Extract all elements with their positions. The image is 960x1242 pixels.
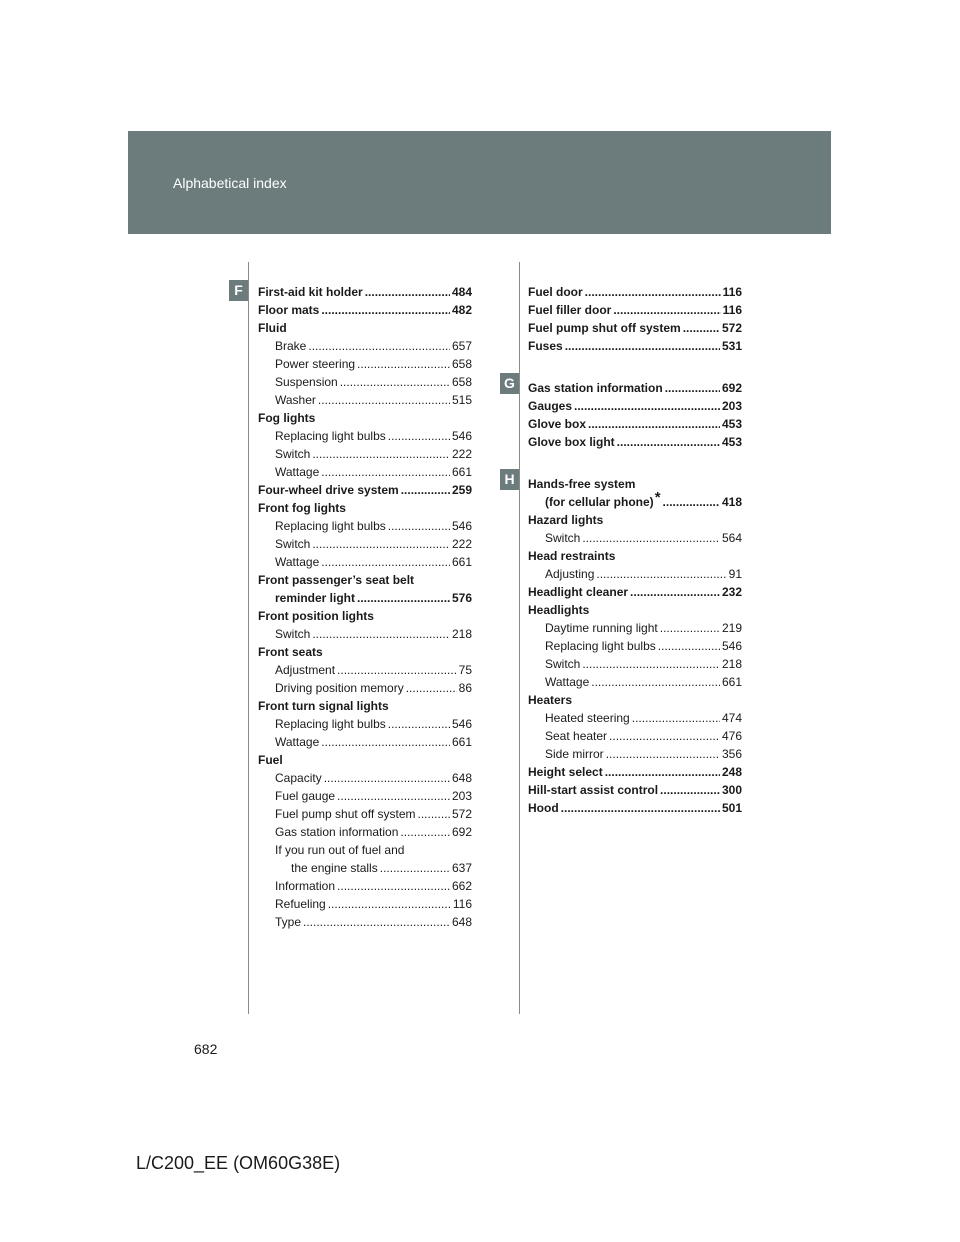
- entry-term: (for cellular phone): [545, 495, 654, 509]
- index-entry: [258, 733, 472, 751]
- dot-leader: [340, 373, 450, 391]
- dot-leader: [357, 589, 450, 607]
- dot-leader: [365, 283, 450, 301]
- entry-page-number: 203: [451, 789, 472, 803]
- index-entry: [528, 319, 742, 337]
- entry-page-number: 86: [458, 681, 472, 695]
- dot-leader: [321, 301, 450, 319]
- dot-leader: [585, 283, 721, 301]
- entry-term: Brake: [275, 339, 307, 353]
- index-entry: [258, 283, 472, 301]
- index-entry: [528, 763, 742, 781]
- index-heading: Front fog lights: [258, 501, 346, 515]
- index-entry: [528, 583, 742, 601]
- index-heading: Front seats: [258, 645, 323, 659]
- index-entry: [258, 553, 472, 571]
- entry-page-number: 546: [451, 429, 472, 443]
- index-heading: Head restraints: [528, 549, 616, 563]
- entry-term: Headlight cleaner: [528, 585, 629, 599]
- index-entry: [528, 283, 742, 301]
- index-entry: [258, 679, 472, 697]
- index-entry: [528, 781, 742, 799]
- dot-leader: [388, 715, 450, 733]
- entry-page-number: 203: [721, 399, 742, 413]
- letter-tab-f: F: [229, 280, 248, 301]
- dot-leader: [337, 787, 450, 805]
- section-spacer: [528, 355, 742, 379]
- entry-page-number: 356: [721, 747, 742, 761]
- index-heading: Hands-free system: [528, 477, 636, 491]
- entry-term: Wattage: [545, 675, 590, 689]
- entry-page-number: 658: [451, 357, 472, 371]
- dot-leader: [380, 859, 450, 877]
- entry-term: Gauges: [528, 399, 573, 413]
- entry-term: Glove box light: [528, 435, 615, 449]
- entry-page-number: 116: [452, 897, 472, 911]
- index-entry: [258, 355, 472, 373]
- entry-term: First-aid kit holder: [258, 285, 363, 299]
- entry-page-number: 572: [721, 321, 742, 335]
- entry-page-number: 661: [451, 465, 472, 479]
- dot-leader: [308, 337, 450, 355]
- dot-leader: [418, 805, 450, 823]
- dot-leader: [318, 391, 450, 409]
- entry-term: Capacity: [275, 771, 322, 785]
- entry-page-number: 661: [451, 735, 472, 749]
- dot-leader: [613, 301, 720, 319]
- index-entry: [528, 397, 742, 415]
- dot-leader: [630, 583, 720, 601]
- entry-term: Seat heater: [545, 729, 608, 743]
- entry-term: Floor mats: [258, 303, 320, 317]
- index-entry: [528, 637, 742, 655]
- dot-leader: [663, 493, 720, 511]
- index-entry: [528, 709, 742, 727]
- entry-page-number: 476: [721, 729, 742, 743]
- index-heading: Heaters: [528, 693, 573, 707]
- dot-leader: [596, 565, 726, 583]
- entry-term: Fuel door: [528, 285, 583, 299]
- index-entry: [258, 661, 472, 679]
- index-entry: [258, 535, 472, 553]
- index-column-right: [528, 283, 742, 817]
- index-list-f: [258, 283, 472, 931]
- entry-page-number: 218: [451, 627, 472, 641]
- index-heading: Front turn signal lights: [258, 699, 389, 713]
- entry-term: Refueling: [275, 897, 326, 911]
- dot-leader: [312, 445, 450, 463]
- index-entry: [528, 565, 742, 583]
- entry-term: Hood: [528, 801, 559, 815]
- dot-leader: [357, 355, 450, 373]
- dot-leader: [388, 427, 450, 445]
- entry-page-number: 474: [721, 711, 742, 725]
- dot-leader: [324, 769, 450, 787]
- index-heading: If you run out of fuel and: [275, 843, 405, 857]
- entry-page-number: 661: [721, 675, 742, 689]
- index-entry: [528, 727, 742, 745]
- entry-term: Adjustment: [275, 663, 336, 677]
- dot-leader: [606, 745, 720, 763]
- dot-leader: [337, 661, 457, 679]
- entry-page-number: 116: [722, 285, 742, 299]
- entry-term: Washer: [275, 393, 316, 407]
- entry-term: Glove box: [528, 417, 587, 431]
- page-number: 682: [194, 1041, 218, 1057]
- entry-page-number: 692: [451, 825, 472, 839]
- index-entry: [528, 673, 742, 691]
- entry-term: Replacing light bulbs: [545, 639, 656, 653]
- entry-page-number: 259: [451, 483, 472, 497]
- entry-page-number: 661: [451, 555, 472, 569]
- index-entry: [528, 799, 742, 817]
- index-heading: Front position lights: [258, 609, 374, 623]
- entry-term: Fuel pump shut off system: [275, 807, 416, 821]
- index-entry: [258, 787, 472, 805]
- entry-page-number: 531: [721, 339, 742, 353]
- dot-leader: [303, 913, 450, 931]
- dot-leader: [574, 397, 720, 415]
- entry-page-number: 657: [451, 339, 472, 353]
- entry-page-number: 501: [721, 801, 742, 815]
- index-entry: [528, 489, 742, 511]
- index-entry: [258, 517, 472, 535]
- entry-term: Replacing light bulbs: [275, 429, 386, 443]
- entry-term: Switch: [275, 627, 311, 641]
- entry-term: Four-wheel drive system: [258, 483, 399, 497]
- dot-leader: [321, 733, 450, 751]
- entry-term: Wattage: [275, 735, 320, 749]
- entry-term: Switch: [545, 657, 581, 671]
- entry-page-number: 222: [451, 447, 472, 461]
- entry-page-number: 232: [721, 585, 742, 599]
- entry-term: Fuel filler door: [528, 303, 612, 317]
- dot-leader: [658, 637, 720, 655]
- letter-tab-h: H: [500, 469, 519, 490]
- entry-term: Fuses: [528, 339, 563, 353]
- entry-page-number: 219: [721, 621, 742, 635]
- dot-leader: [582, 655, 720, 673]
- entry-page-number: 692: [721, 381, 742, 395]
- index-entry: [258, 427, 472, 445]
- footnote-asterisk: *: [654, 489, 661, 506]
- entry-page-number: 564: [721, 531, 742, 545]
- index-entry: [258, 373, 472, 391]
- index-heading: Hazard lights: [528, 513, 604, 527]
- dot-leader: [582, 529, 720, 547]
- dot-leader: [632, 709, 720, 727]
- entry-page-number: 453: [721, 435, 742, 449]
- dot-leader: [609, 727, 720, 745]
- entry-page-number: 648: [451, 915, 472, 929]
- index-entry: [258, 301, 472, 319]
- entry-term: Fuel pump shut off system: [528, 321, 681, 335]
- index-entry: [258, 895, 472, 913]
- entry-page-number: 248: [721, 765, 742, 779]
- index-entry: [258, 589, 472, 607]
- index-entry: [258, 625, 472, 643]
- entry-page-number: 662: [451, 879, 472, 893]
- entry-term: Replacing light bulbs: [275, 519, 386, 533]
- entry-page-number: 300: [721, 783, 742, 797]
- entry-page-number: 572: [451, 807, 472, 821]
- letter-tab-g: G: [500, 373, 519, 394]
- entry-term: Side mirror: [545, 747, 604, 761]
- entry-page-number: 482: [451, 303, 472, 317]
- entry-term: Fuel gauge: [275, 789, 336, 803]
- index-heading: Fluid: [258, 321, 287, 335]
- section-spacer: [528, 451, 742, 475]
- dot-leader: [660, 781, 720, 799]
- dot-leader: [328, 895, 451, 913]
- index-entry: [528, 415, 742, 433]
- entry-page-number: 637: [451, 861, 472, 875]
- dot-leader: [565, 337, 720, 355]
- entry-page-number: 546: [451, 717, 472, 731]
- index-entry: [528, 529, 742, 547]
- dot-leader: [617, 433, 720, 451]
- index-entry: [258, 823, 472, 841]
- dot-leader: [605, 763, 720, 781]
- entry-page-number: 546: [721, 639, 742, 653]
- entry-term: Wattage: [275, 465, 320, 479]
- index-entry: [258, 805, 472, 823]
- dot-leader: [561, 799, 720, 817]
- entry-term: Switch: [545, 531, 581, 545]
- dot-leader: [388, 517, 450, 535]
- entry-page-number: 648: [451, 771, 472, 785]
- index-heading: Headlights: [528, 603, 590, 617]
- entry-term: Height select: [528, 765, 603, 779]
- index-column-left: [258, 283, 472, 931]
- index-entry: [258, 337, 472, 355]
- index-entry: [258, 859, 472, 877]
- index-entry: [258, 445, 472, 463]
- entry-term: Switch: [275, 447, 311, 461]
- dot-leader: [337, 877, 450, 895]
- entry-page-number: 218: [721, 657, 742, 671]
- index-entry: [258, 913, 472, 931]
- entry-page-number: 222: [451, 537, 472, 551]
- index-heading: Fog lights: [258, 411, 316, 425]
- dot-leader: [683, 319, 720, 337]
- entry-term: Power steering: [275, 357, 356, 371]
- entry-page-number: 453: [721, 417, 742, 431]
- dot-leader: [312, 625, 450, 643]
- entry-term: Heated steering: [545, 711, 630, 725]
- index-entry: [528, 745, 742, 763]
- index-entry: [528, 379, 742, 397]
- entry-term: Daytime running light: [545, 621, 658, 635]
- index-entry: [528, 433, 742, 451]
- index-entry: [258, 715, 472, 733]
- index-list-h: [528, 475, 742, 817]
- index-entry: [258, 877, 472, 895]
- index-entry: [528, 337, 742, 355]
- index-entry: [258, 481, 472, 499]
- entry-term: Gas station information: [275, 825, 399, 839]
- index-heading: Front passenger’s seat belt: [258, 573, 415, 587]
- column-divider-left: [248, 262, 249, 1014]
- entry-page-number: 576: [451, 591, 472, 605]
- index-entry: [528, 655, 742, 673]
- entry-term: Information: [275, 879, 336, 893]
- entry-term: Gas station information: [528, 381, 663, 395]
- dot-leader: [400, 823, 450, 841]
- dot-leader: [321, 553, 450, 571]
- dot-leader: [665, 379, 720, 397]
- index-list-g: [528, 379, 742, 451]
- dot-leader: [588, 415, 720, 433]
- document-code: L/C200_EE (OM60G38E): [136, 1153, 341, 1173]
- entry-page-number: 658: [451, 375, 472, 389]
- index-entry: [258, 769, 472, 787]
- entry-page-number: 546: [451, 519, 472, 533]
- column-divider-middle: [519, 262, 520, 1014]
- entry-term: Hill-start assist control: [528, 783, 659, 797]
- entry-term: Replacing light bulbs: [275, 717, 386, 731]
- entry-page-number: 515: [451, 393, 472, 407]
- dot-leader: [591, 673, 720, 691]
- entry-page-number: 91: [728, 567, 742, 581]
- index-entry: [528, 619, 742, 637]
- index-entry: [258, 463, 472, 481]
- entry-term: Wattage: [275, 555, 320, 569]
- entry-term: Type: [275, 915, 302, 929]
- entry-page-number: 116: [722, 303, 742, 317]
- entry-term: Suspension: [275, 375, 338, 389]
- entry-term: Driving position memory: [275, 681, 404, 695]
- index-entry: [258, 391, 472, 409]
- entry-page-number: 75: [458, 663, 472, 677]
- entry-term: the engine stalls: [291, 861, 378, 875]
- entry-term: Adjusting: [545, 567, 595, 581]
- section-title: Alphabetical index: [173, 175, 287, 191]
- index-list-f-continued: [528, 283, 742, 355]
- entry-term: Switch: [275, 537, 311, 551]
- dot-leader: [660, 619, 720, 637]
- entry-term: reminder light: [275, 591, 356, 605]
- dot-leader: [321, 463, 450, 481]
- index-heading: Fuel: [258, 753, 283, 767]
- dot-leader: [401, 481, 450, 499]
- page-header: [128, 131, 831, 234]
- dot-leader: [312, 535, 450, 553]
- index-entry: [528, 301, 742, 319]
- entry-page-number: 418: [721, 495, 742, 509]
- dot-leader: [406, 679, 457, 697]
- entry-page-number: 484: [451, 285, 472, 299]
